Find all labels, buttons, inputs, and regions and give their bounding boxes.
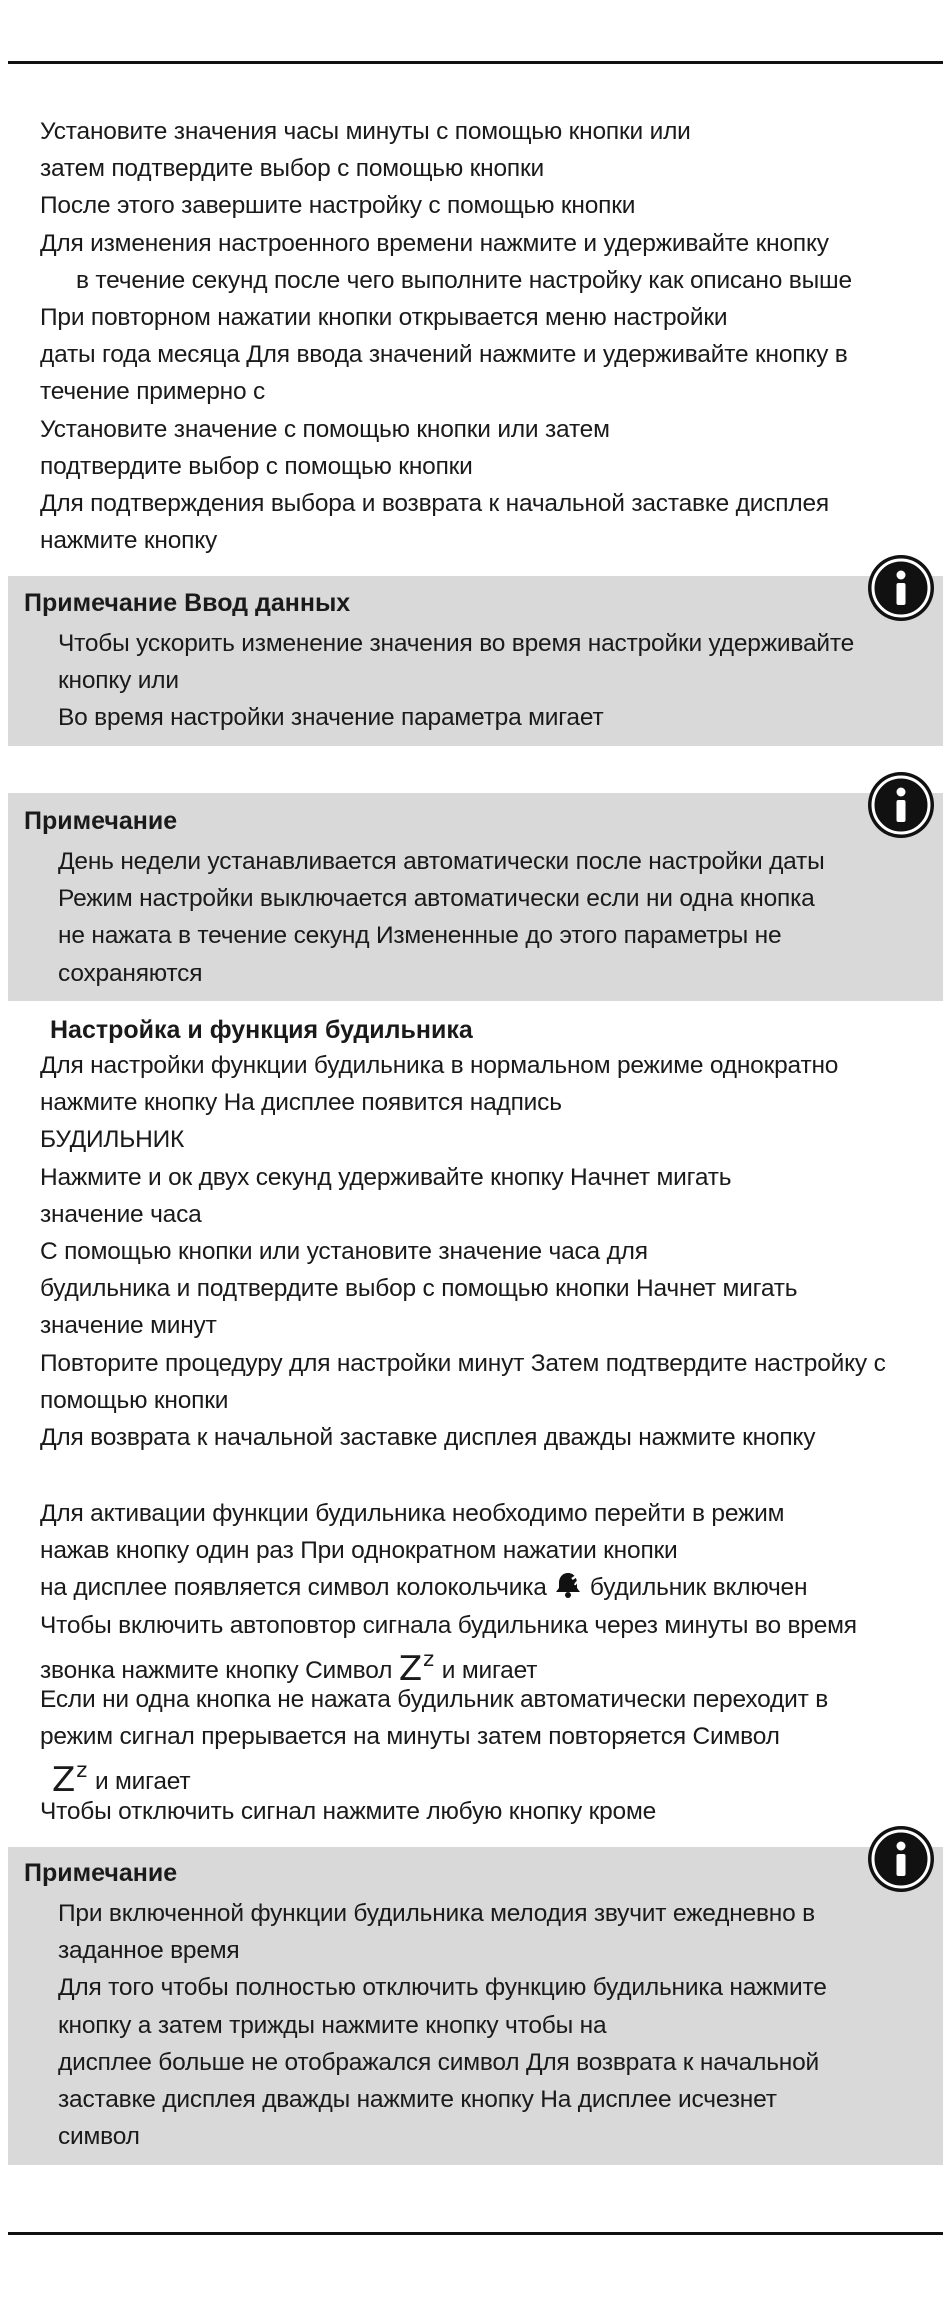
text-line: даты года месяца Для ввода значений нажмите и удерживайте кнопку в (40, 341, 848, 369)
text-line: Чтобы включить автоповтор сигнала будильника через минуты во время (40, 1611, 857, 1639)
note-line: Чтобы ускорить изменение значения во время настройки удерживайте (58, 630, 855, 657)
note-line: Режим настройки выключается автоматически если ни одна кнопка (58, 885, 815, 913)
note-line: Для того чтобы полностью отключить функцию будильника нажмите (58, 1974, 827, 2002)
note-line: кнопку а затем трижды нажмите кнопку чтобы на (58, 2011, 607, 2039)
note-line: кнопку или (58, 667, 179, 695)
text-line: подтвердите выбор с помощью кнопки (40, 452, 473, 480)
text-line: Установите значения часы минуты с помощью кнопки или (40, 118, 691, 145)
top-rule (8, 61, 943, 64)
text-line: затем подтвердите выбор с помощью кнопки (40, 155, 544, 183)
bottom-rule (8, 2232, 943, 2235)
text-fragment: и мигает (94, 1768, 191, 1796)
info-icon (866, 553, 936, 623)
note-box-general (8, 793, 943, 1001)
text-line: БУДИЛЬНИК (40, 1126, 185, 1154)
text-line: режим сигнал прерывается на минуты затем повторяется Символ (40, 1723, 780, 1751)
text-line: Повторите процедуру для настройки минут Затем подтвердите настройку с (40, 1349, 886, 1377)
note-body (58, 1895, 827, 2155)
text-line: Для подтверждения выбора и возврата к начальной заставке дисплея (40, 489, 829, 517)
text-line: Для изменения настроенного времени нажмите и удерживайте кнопку (40, 229, 829, 257)
note-line: заставке дисплея дважды нажмите кнопку На дисплее исчезнет (58, 2085, 777, 2113)
text-line: Для активации функции будильника необходимо перейти в режим (40, 1500, 785, 1527)
snooze-zz-icon: $Z^z$ (52, 1758, 89, 1801)
text-line: в течение секунд после чего выполните настройку как описано выше (76, 266, 852, 294)
activation-text (40, 1495, 940, 1830)
text-line: нажав кнопку один раз При однократном нажатии кнопки (40, 1537, 678, 1565)
text-fragment: будильник включен (583, 1574, 808, 1602)
info-icon (866, 770, 936, 840)
section-heading-alarm: Настройка и функция будильника (50, 1016, 473, 1044)
intro-text (40, 113, 940, 559)
text-line: При повторном нажатии кнопки открывается меню настройки (40, 303, 728, 331)
text-fragment: звонка нажмите кнопку Символ (40, 1656, 393, 1684)
text-line: После этого завершите настройку с помощью кнопки (40, 192, 636, 220)
text-line (40, 1755, 940, 1801)
text-line: Если ни одна кнопка не нажата будильник автоматически переходит в (40, 1685, 829, 1713)
note-box-alarm (8, 1847, 943, 2165)
note-body (58, 625, 854, 737)
text-line: течение примерно с (40, 378, 266, 406)
text-line: нажмите кнопку (40, 527, 218, 555)
text-line: Чтобы отключить сигнал нажмите любую кнопку кроме (40, 1797, 657, 1825)
note-line: Во время настройки значение параметра мигает (58, 704, 604, 732)
note-title: Примечание (24, 1859, 178, 1887)
text-line (40, 1644, 940, 1689)
text-fragment: и мигает (441, 1656, 538, 1684)
text-line: помощью кнопки (40, 1386, 229, 1414)
text-line: нажмите кнопку На дисплее появится надпись (40, 1089, 562, 1117)
note-body (58, 843, 825, 992)
note-line: дисплее больше не отображался символ Для возврата к начальной (58, 2048, 819, 2076)
text-fragment: на дисплее появляется символ колокольчика (40, 1574, 547, 1602)
note-line: символ (58, 2123, 140, 2151)
alarm-text (40, 1047, 940, 1456)
text-line (40, 1569, 940, 1606)
text-line: будильника и подтвердите выбор с помощью кнопки Начнет мигать (40, 1275, 798, 1303)
text-line: Для настройки функции будильника в нормальном режиме однократно (40, 1052, 839, 1079)
note-line: заданное время (58, 1937, 240, 1965)
text-line: Нажмите и ок двух секунд удерживайте кнопку Начнет мигать (40, 1163, 732, 1191)
note-line: не нажата в течение секунд Измененные до этого параметры не (58, 922, 782, 950)
note-box-input (8, 576, 943, 746)
note-line: День недели устанавливается автоматически после настройки даты (58, 848, 825, 875)
note-line: При включенной функции будильника мелодия звучит ежедневно в (58, 1900, 815, 1927)
snooze-zz-icon: $Z^z$ (398, 1646, 436, 1689)
text-line: значение часа (40, 1200, 202, 1228)
info-icon (866, 1824, 936, 1894)
note-line: сохраняются (58, 959, 203, 987)
text-line: значение минут (40, 1312, 217, 1340)
text-line: С помощью кнопки или установите значение часа для (40, 1237, 648, 1265)
text-line: Установите значение с помощью кнопки или затем (40, 415, 610, 443)
bell-icon (553, 1571, 583, 1599)
text-line: Для возврата к начальной заставке дисплея дважды нажмите кнопку (40, 1423, 816, 1451)
note-title: Примечание (24, 807, 178, 835)
note-title: Примечание Ввод данных (24, 589, 351, 617)
